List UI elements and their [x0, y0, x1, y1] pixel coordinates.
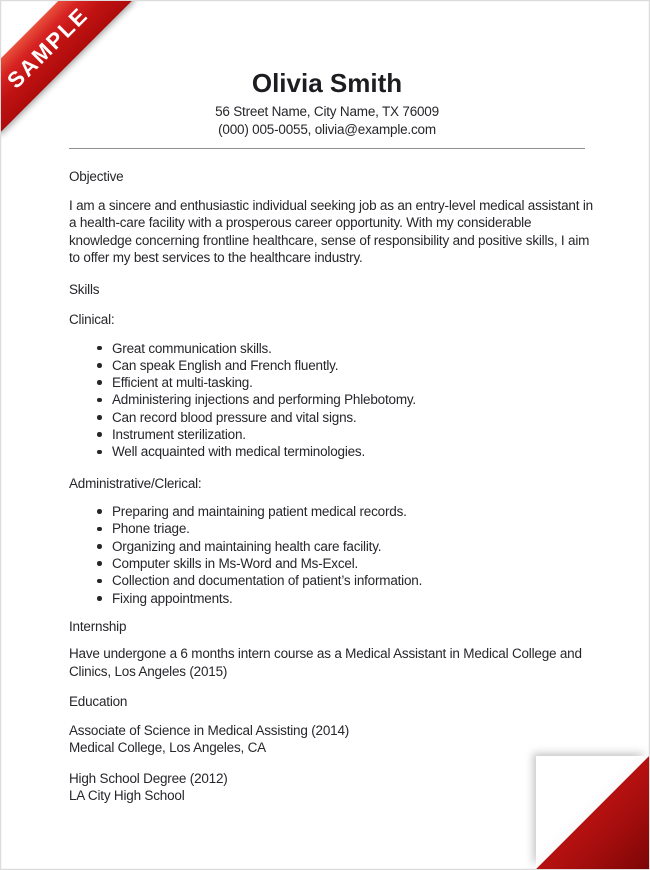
- list-item: [97, 590, 585, 607]
- education-section: [69, 693, 585, 805]
- objective-section: [69, 168, 593, 267]
- page-curl-folded-paper: [536, 756, 649, 869]
- list-item-text: Fixing appointments.: [112, 590, 233, 606]
- paragraph-line: Clinics, Los Angeles (2015): [69, 663, 228, 679]
- list-item: [97, 426, 585, 443]
- bullet-icon: [97, 579, 102, 584]
- list-item-text: Administering injections and performing Phlebotomy.: [112, 392, 416, 408]
- list-item: [97, 520, 585, 537]
- list-item-text: Efficient at multi-tasking.: [112, 375, 253, 391]
- list-item: [97, 538, 585, 555]
- list-item: [97, 555, 585, 572]
- skills-heading: Skills: [69, 281, 100, 297]
- list-item-text: Collection and documentation of patient’s information.: [112, 573, 423, 589]
- list-item-text: Can record blood pressure and vital signs.: [112, 409, 357, 425]
- list-item: [97, 409, 585, 426]
- education-entry: [69, 770, 585, 805]
- bullet-icon: [97, 561, 102, 566]
- clinical-subsection: [69, 311, 585, 461]
- list-item-text: Well acquainted with medical terminologies.: [112, 444, 366, 460]
- paragraph-line: to offer my best services to the healthcare industry.: [69, 250, 363, 265]
- administrative-skill-list: [69, 503, 585, 607]
- candidate-name: Olivia Smith: [251, 68, 403, 98]
- paragraph-line: a health-care facility with a prosperous career opportunity. With my considerable: [69, 215, 532, 230]
- bullet-icon: [97, 544, 102, 549]
- bullet-icon: [97, 509, 102, 514]
- list-item-text: Computer skills in Ms-Word and Ms-Excel.: [112, 555, 359, 571]
- list-item-text: Great communication skills.: [112, 340, 272, 356]
- internship-section: [69, 618, 585, 681]
- education-school: LA City High School: [69, 788, 185, 804]
- paragraph-line: Have undergone a 6 months intern course as a Medical Assistant in Medical College and: [69, 646, 582, 662]
- header-divider: [69, 148, 585, 149]
- education-heading: Education: [69, 694, 128, 710]
- administrative-subheading: Administrative/Clerical:: [69, 475, 202, 491]
- skills-section: [69, 281, 585, 607]
- clinical-skill-list: [69, 340, 585, 461]
- list-item: [97, 572, 585, 589]
- education-degree: High School Degree (2012): [69, 770, 228, 786]
- resume-header: [69, 69, 585, 138]
- list-item-text: Organizing and maintaining health care facility.: [112, 538, 382, 554]
- paragraph-line: knowledge concerning frontline healthcare, sense of responsibility and positive skills, I aim: [69, 232, 590, 248]
- address-line: 56 Street Name, City Name, TX 76009: [215, 104, 439, 119]
- education-degree: Associate of Science in Medical Assisting (2014): [69, 722, 350, 738]
- education-entry: [69, 722, 585, 757]
- sample-ribbon-label: SAMPLE: [2, 2, 94, 94]
- list-item: [97, 357, 585, 374]
- contact-line: (000) 005-0055, olivia@example.com: [218, 121, 436, 137]
- administrative-subsection: [69, 475, 585, 607]
- list-item-text: Can speak English and French fluently.: [112, 357, 339, 373]
- list-item: [97, 340, 585, 357]
- list-item: [97, 503, 585, 520]
- resume-content: [69, 1, 593, 805]
- list-item-text: Phone triage.: [112, 521, 190, 537]
- bullet-icon: [97, 450, 102, 455]
- bullet-icon: [97, 432, 102, 437]
- paragraph-line: I am a sincere and enthusiastic individual seeking job as an entry-level medical assistant in: [69, 197, 593, 213]
- list-item: [97, 391, 585, 408]
- education-school: Medical College, Los Angeles, CA: [69, 740, 266, 756]
- internship-paragraph: [69, 645, 585, 680]
- list-item-text: Preparing and maintaining patient medical records.: [112, 504, 407, 520]
- page-curl-fold-wrap: [536, 756, 649, 869]
- bullet-icon: [97, 380, 102, 385]
- objective-paragraph: [69, 197, 593, 267]
- clinical-subheading: Clinical:: [69, 312, 115, 327]
- list-item: [97, 374, 585, 391]
- bullet-icon: [97, 596, 102, 601]
- bullet-icon: [97, 527, 102, 532]
- bullet-icon: [97, 363, 102, 368]
- bullet-icon: [97, 346, 102, 351]
- list-item-text: Instrument sterilization.: [112, 426, 246, 442]
- list-item: [97, 443, 585, 460]
- internship-heading: Internship: [69, 618, 127, 634]
- objective-heading: Objective: [69, 169, 124, 184]
- page-curl-corner: [536, 756, 649, 869]
- bullet-icon: [97, 415, 102, 420]
- bullet-icon: [97, 398, 102, 403]
